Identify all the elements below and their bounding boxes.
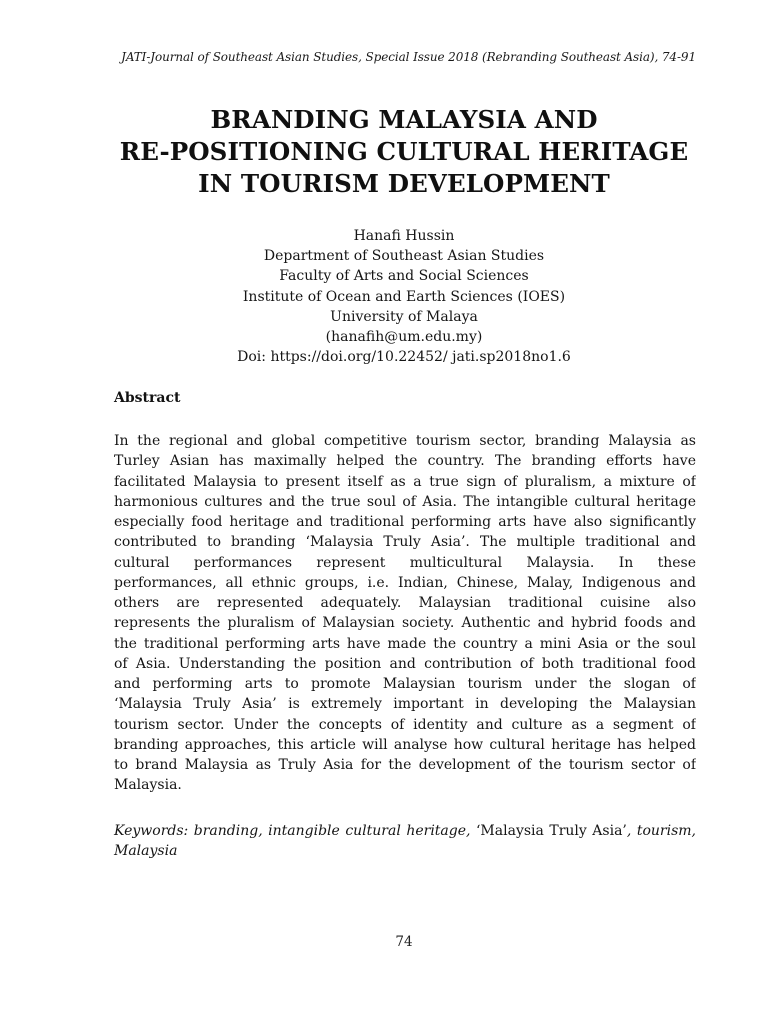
abstract-line: Malaysia. (114, 777, 182, 794)
abstract-line: branding approaches, this article will analyse how cultural heritage has helped (114, 736, 696, 753)
title-line: IN TOURISM DEVELOPMENT (198, 169, 610, 198)
affiliation-line: Institute of Ocean and Earth Sciences (IOES) (242, 288, 566, 305)
abstract-line: especially food heritage and traditional performing arts have also significantly (114, 514, 696, 530)
abstract-line: of Asia. Understanding the position and contribution of both traditional food (114, 655, 696, 672)
abstract-line: Turley Asian has maximally helped the country. The branding efforts have (114, 453, 696, 470)
affiliation-line: Faculty of Arts and Social Sciences (279, 268, 529, 285)
abstract-line: harmonious cultures and the true soul of Asia. The intangible cultural heritage (114, 493, 696, 510)
abstract-line: contributed to branding ‘Malaysia Truly Asia’. The multiple traditional and (114, 534, 696, 551)
page-number: 74 (395, 934, 413, 950)
keywords-line (114, 821, 696, 841)
author-name: Hanafi Hussin (353, 228, 455, 244)
abstract-line: cultural performances represent multicultural Malaysia. In these (114, 554, 696, 571)
keywords-block (114, 821, 696, 862)
abstract-line: ‘Malaysia Truly Asia’ is extremely important in developing the Malaysian (114, 696, 696, 713)
affiliation-line: Department of Southeast Asian Studies (263, 248, 545, 265)
author-block (60, 226, 748, 367)
abstract-line: and performing arts to promote Malaysian tourism under the slogan of (114, 676, 696, 692)
keywords-line: Malaysia (114, 843, 178, 860)
keywords-label: Keywords: (114, 823, 189, 839)
abstract-body (114, 431, 696, 796)
abstract-line: others are represented adequately. Malaysian traditional cuisine also (114, 595, 696, 611)
keywords-slogan: ‘Malaysia Truly Asia’ (475, 823, 627, 839)
keywords-text: , tourism, (626, 823, 697, 839)
author-email: (hanafih@um.edu.my) (325, 329, 483, 346)
abstract-heading: Abstract (114, 390, 181, 406)
keywords-text: branding, intangible cultural heritage, (193, 823, 471, 839)
title-line: BRANDING MALAYSIA AND (210, 105, 598, 134)
title-line: RE-POSITIONING CULTURAL HERITAGE (119, 137, 689, 166)
abstract-line: facilitated Malaysia to present itself as a true sign of pluralism, a mixture of (114, 473, 696, 490)
abstract-line: In the regional and global competitive tourism sector, branding Malaysia as (114, 433, 696, 449)
paper-title (60, 104, 748, 200)
abstract-line: tourism sector. Under the concepts of identity and culture as a segment of (114, 716, 696, 733)
running-header: JATI-Journal of Southeast Asian Studies, Special Issue 2018 (Rebranding Southeast Asia), 74-91 (121, 50, 696, 64)
abstract-line: to brand Malaysia as Truly Asia for the development of the tourism sector of (114, 757, 696, 773)
abstract-line: the traditional performing arts have made the country a mini Asia or the soul (114, 635, 696, 652)
affiliation-line: University of Malaya (330, 308, 478, 325)
doi-line: Doi: https://doi.org/10.22452/ jati.sp2018no1.6 (237, 349, 571, 366)
abstract-line: performances, all ethnic groups, i.e. Indian, Chinese, Malay, Indigenous and (114, 574, 696, 591)
abstract-line: represents the pluralism of Malaysian society. Authentic and hybrid foods and (114, 615, 696, 632)
